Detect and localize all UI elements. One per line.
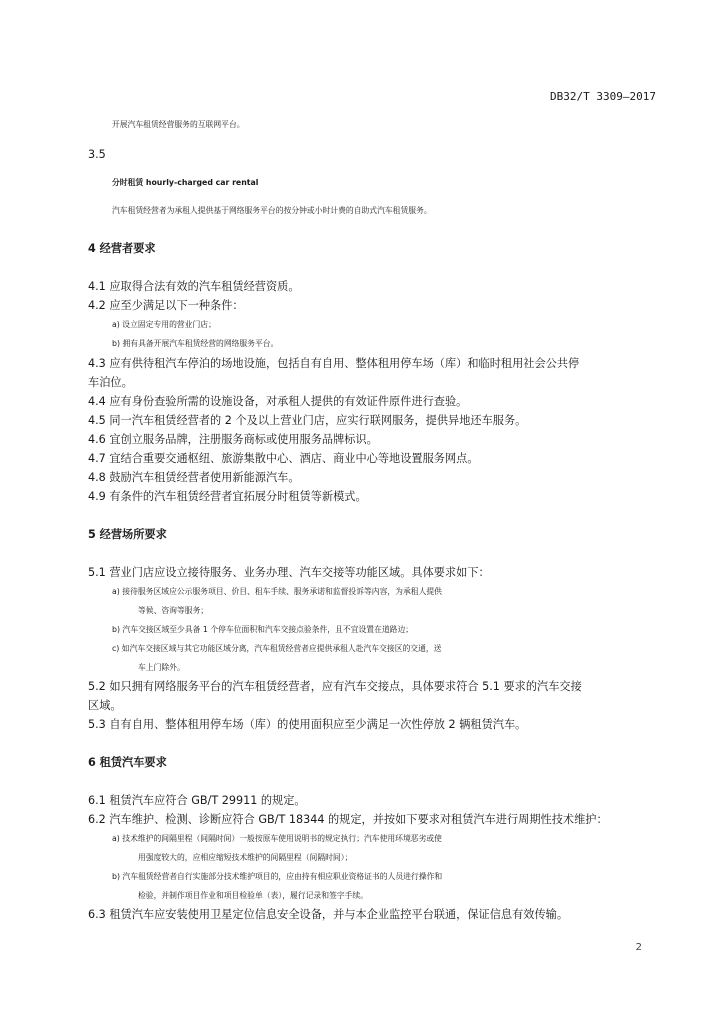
clause-4-3-cont: 车泊位。 xyxy=(88,376,133,389)
term-number: 3.5 xyxy=(88,148,106,161)
clause-4-2: 4.2 应至少满足以下一种条件： xyxy=(88,299,244,312)
list-item-a-cont: 等候、咨询等服务； xyxy=(138,606,209,615)
clause-4-6: 4.6 宜创立服务品牌，注册服务商标或使用服务品牌标识。 xyxy=(88,433,378,446)
term-definition: 汽车租赁经营者为承租人提供基于网络服务平台的按分钟或小时计费的自助式汽车租赁服务。 xyxy=(112,206,432,215)
section-heading-6: 6 租赁汽车要求 xyxy=(88,756,167,769)
section-heading-5: 5 经营场所要求 xyxy=(88,528,167,541)
clause-4-8: 4.8 鼓励汽车租赁经营者使用新能源汽车。 xyxy=(88,471,300,484)
list-item-a-cont: 用强度较大的，应相应缩短技术维护的间隔里程（间隔时间）； xyxy=(138,853,353,862)
paragraph-line: 开展汽车租赁经营服务的互联网平台。 xyxy=(112,120,245,129)
clause-6-3: 6.3 租赁汽车应安装使用卫星定位信息安全设备，并与本企业监控平台联通，保证信息有效传输。 xyxy=(88,908,569,921)
clause-5-2-cont: 区域。 xyxy=(88,699,122,712)
list-item-b: b) 汽车交接区域至少具备 1 个停车位面积和汽车交接点验条件，且不宜设置在道路边； xyxy=(112,625,414,634)
clause-5-3: 5.3 自有自用、整体租用停车场（库）的使用面积应至少满足一次性停放 2 辆租赁汽车。 xyxy=(88,718,527,731)
clause-4-9: 4.9 有条件的汽车租赁经营者宜拓展分时租赁等新模式。 xyxy=(88,490,367,503)
clause-5-2: 5.2 如只拥有网络服务平台的汽车租赁经营者，应有汽车交接点，具体要求符合 5.1 要求的汽车交接 xyxy=(88,680,582,693)
list-item-a: a) 接待服务区域应公示服务项目、价目、租车手续、服务承诺和监督投诉等内容，为承租人提供 xyxy=(112,587,442,596)
clause-4-1: 4.1 应取得合法有效的汽车租赁经营资质。 xyxy=(88,280,300,293)
list-item-a: a) 技术维护的间隔里程（间隔时间）一般按原车使用说明书的规定执行；汽车使用环境恶劣或使 xyxy=(112,834,442,843)
list-item-c-cont: 车上门除外。 xyxy=(138,663,185,672)
list-item-a: a) 设立固定专用的营业门店； xyxy=(112,320,216,329)
clause-4-3: 4.3 应有供待租汽车停泊的场地设施，包括自有自用、整体租用停车场（库）和临时租用社会公共停 xyxy=(88,357,580,370)
clause-4-4: 4.4 应有身份查验所需的设施设备，对承租人提供的有效证件原件进行查验。 xyxy=(88,395,468,408)
list-item-c: c) 如汽车交接区域与其它功能区域分离，汽车租赁经营者应提供承租人赴汽车交接区的交通，送 xyxy=(112,644,442,653)
list-item-b-cont: 检验，并制作项目作业和项目检验单（表），履行记录和签字手续。 xyxy=(138,891,369,900)
clause-6-1: 6.1 租赁汽车应符合 GB/T 29911 的规定。 xyxy=(88,794,306,807)
list-item-b: b) 汽车租赁经营者自行实施部分技术维护项目的，应由持有相应职业资格证书的人员进行操作和 xyxy=(112,872,443,881)
section-heading-4: 4 经营者要求 xyxy=(88,242,156,255)
clause-4-5: 4.5 同一汽车租赁经营者的 2 个及以上营业门店，应实行联网服务，提供异地还车服务。 xyxy=(88,414,527,427)
list-item-b: b) 拥有具备开展汽车租赁经营的网络服务平台。 xyxy=(112,339,279,348)
clause-4-7: 4.7 宜结合重要交通枢纽、旅游集散中心、酒店、商业中心等地设置服务网点。 xyxy=(88,452,479,465)
clause-6-2: 6.2 汽车维护、检测、诊断应符合 GB/T 18344 的规定，并按如下要求对租赁汽车进行周期性技术维护： xyxy=(88,813,608,826)
clause-5-1: 5.1 营业门店应设立接待服务、业务办理、汽车交接等功能区域。具体要求如下： xyxy=(88,566,490,579)
term-title: 分时租赁 hourly-charged car rental xyxy=(112,178,259,187)
page-number: 2 xyxy=(635,942,642,953)
document-id: DB32/T 3309—2017 xyxy=(550,90,656,103)
